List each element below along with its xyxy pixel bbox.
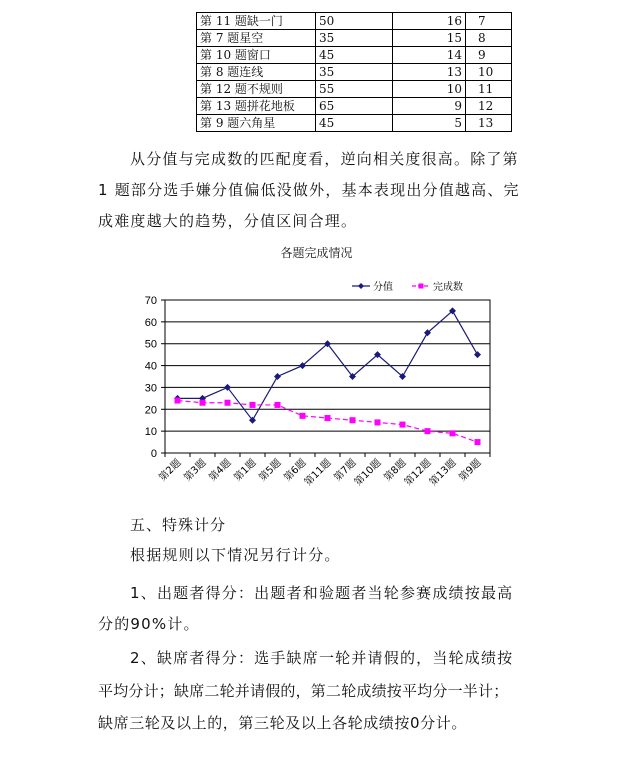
data-point-square [275, 402, 281, 408]
score-cell: 50 [316, 13, 393, 30]
rank-cell: 12 [466, 98, 512, 115]
rank-cell: 7 [466, 13, 512, 30]
rank-cell: 11 [466, 81, 512, 98]
completion-count-cell: 16 [393, 13, 466, 30]
data-point-square [350, 417, 356, 423]
y-tick-label: 10 [144, 426, 157, 439]
score-cell: 55 [316, 81, 393, 98]
legend-label: 分值 [373, 282, 393, 293]
item-2-line-1: 2、缺席者得分：选手缺席一轮并请假的，当轮成绩按 [130, 649, 514, 667]
item-1-line-1: 1、出题者得分：出题者和验题者当轮参赛成绩按最高 [130, 584, 514, 602]
paragraph-1-line-2: 1 题部分选手嫌分值偏低没做外，基本表现出分值越高、完 [98, 181, 520, 199]
chart-grid [165, 300, 490, 453]
x-tick-label: 第8题 [382, 457, 409, 484]
legend-marker-diamond [358, 283, 364, 289]
x-tick-label: 第7题 [332, 457, 359, 484]
score-cell: 35 [316, 30, 393, 47]
data-point-square [175, 398, 181, 404]
legend-label: 完成数 [433, 282, 463, 293]
rank-cell: 13 [466, 115, 512, 132]
data-point-square [225, 400, 231, 406]
score-cell: 45 [316, 47, 393, 64]
x-tick-label: 第9题 [457, 457, 484, 484]
question-name-cell: 第 12 题不规则 [197, 81, 316, 98]
chart-series [174, 307, 481, 445]
section-5-intro: 根据规则以下情况另行计分。 [130, 546, 341, 564]
x-tick-label: 第1题 [232, 457, 259, 484]
data-point-square [450, 430, 456, 436]
data-point-square [325, 415, 331, 421]
completion-count-cell: 5 [393, 115, 466, 132]
completion-count-cell: 13 [393, 64, 466, 81]
rank-cell: 8 [466, 30, 512, 47]
completion-count-cell: 9 [393, 98, 466, 115]
data-point-diamond [274, 373, 281, 380]
data-point-diamond [474, 351, 481, 358]
data-point-square [300, 413, 306, 419]
question-name-cell: 第 9 题六角星 [197, 115, 316, 132]
completion-count-cell: 15 [393, 30, 466, 47]
completion-count-cell: 14 [393, 47, 466, 64]
question-name-cell: 第 13 题拼花地板 [197, 98, 316, 115]
question-name-cell: 第 7 题星空 [197, 30, 316, 47]
y-tick-label: 0 [150, 448, 157, 460]
y-tick-label: 60 [144, 316, 157, 329]
y-tick-label: 20 [144, 404, 157, 417]
section-5-heading: 五、特殊计分 [130, 516, 227, 534]
x-tick-label: 第5题 [257, 457, 284, 484]
data-point-square [425, 428, 431, 434]
x-tick-label: 第10题 [352, 457, 384, 489]
legend-marker-square [419, 284, 424, 289]
question-name-cell: 第 10 题窗口 [197, 47, 316, 64]
question-name-cell: 第 11 题缺一门 [197, 13, 316, 30]
rank-cell: 10 [466, 64, 512, 81]
item-2-line-3: 缺席三轮及以上的，第三轮及以上各轮成绩按0分计。 [98, 714, 467, 732]
data-point-square [400, 422, 406, 428]
data-point-square [375, 419, 381, 425]
paragraph-1-line-3: 成难度越大的趋势，分值区间合理。 [98, 212, 358, 230]
y-tick-label: 50 [144, 338, 157, 351]
x-tick-label: 第13题 [427, 457, 459, 489]
series-line-1 [178, 401, 478, 443]
y-tick-label: 40 [144, 360, 157, 373]
question-name-cell: 第 8 题连线 [197, 64, 316, 81]
rank-cell: 9 [466, 47, 512, 64]
x-tick-label: 第4题 [207, 457, 234, 484]
data-point-square [475, 439, 481, 445]
completion-count-cell: 10 [393, 81, 466, 98]
x-tick-label: 第2题 [157, 457, 184, 484]
paragraph-1-line-1: 从分值与完成数的匹配度看，逆向相关度很高。除了第 [130, 150, 519, 168]
item-1-line-2: 分的90%计。 [98, 615, 200, 633]
data-point-square [200, 400, 206, 406]
score-cell: 45 [316, 115, 393, 132]
x-tick-label: 第12题 [402, 457, 434, 489]
item-2-line-2: 平均分计；缺席二轮并请假的，第二轮成绩按平均分一半计； [98, 682, 509, 700]
score-cell: 65 [316, 98, 393, 115]
chart-title: 各题完成情况 [280, 246, 353, 260]
chart-legend [352, 280, 463, 293]
x-tick-label: 第3题 [182, 457, 209, 484]
x-tick-label: 第6题 [282, 457, 309, 484]
score-cell: 35 [316, 64, 393, 81]
x-tick-label: 第11题 [302, 457, 334, 489]
y-tick-label: 30 [144, 382, 157, 395]
data-point-square [250, 402, 256, 408]
plot-area-border [165, 300, 490, 453]
y-tick-label: 70 [144, 295, 157, 307]
